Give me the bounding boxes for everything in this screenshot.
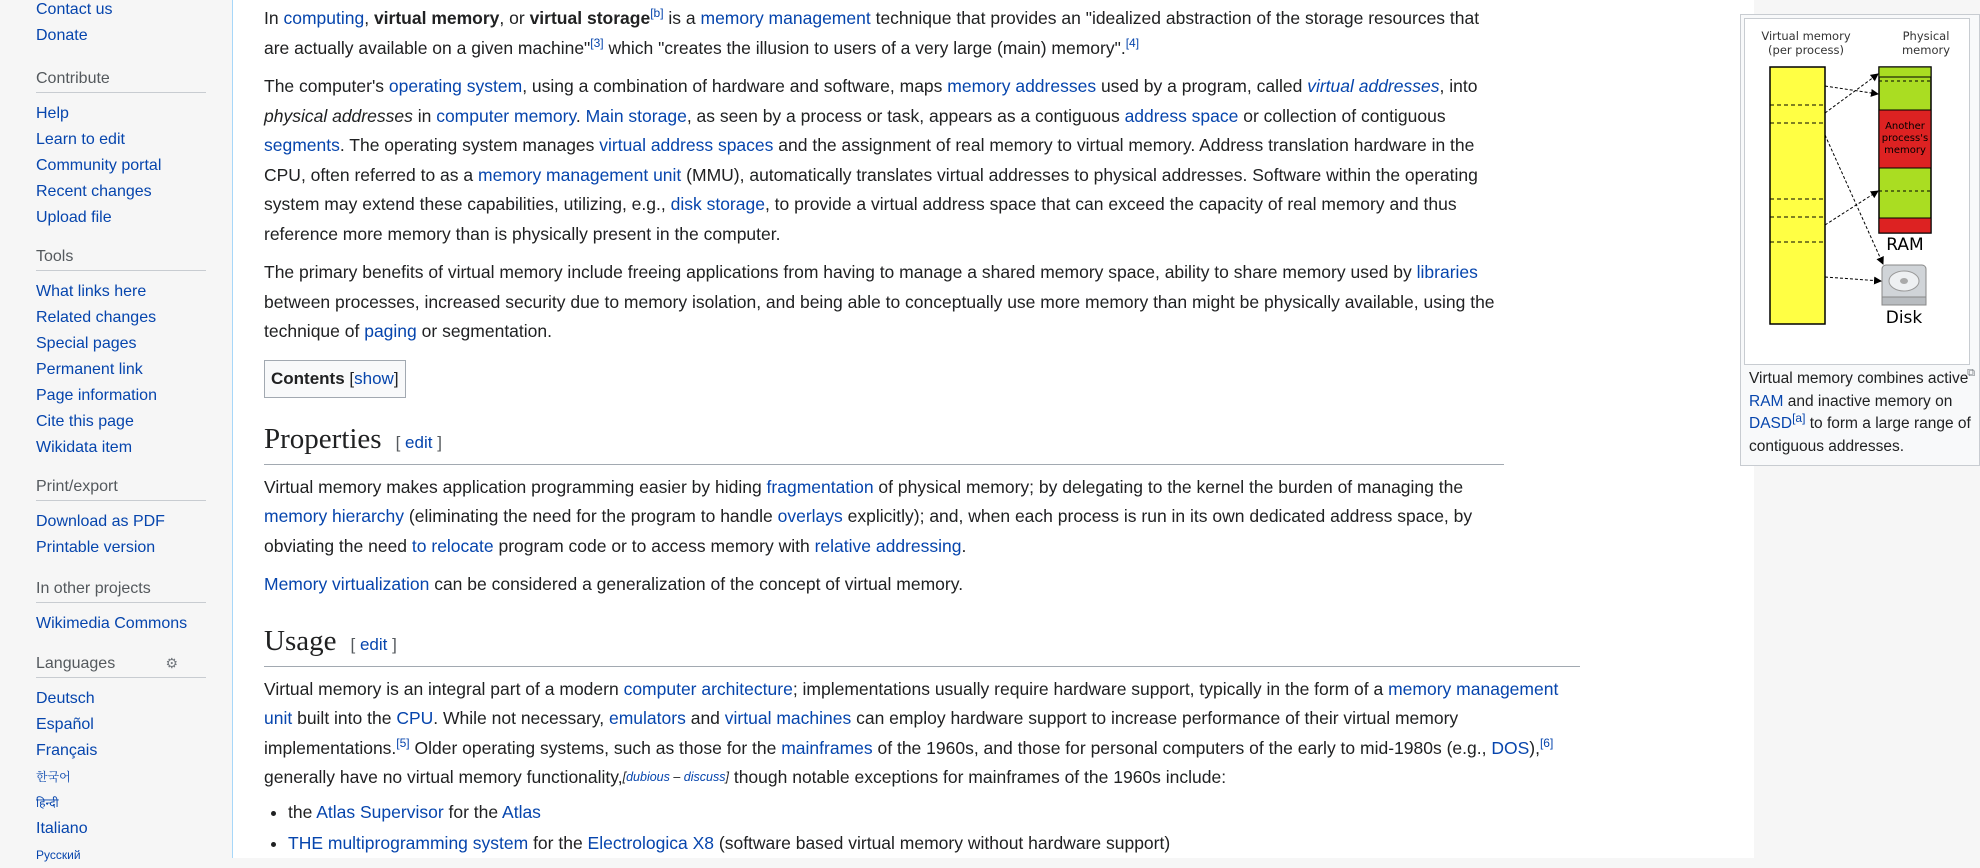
sidebar-item-contact[interactable]: Contact us <box>36 1 113 18</box>
caption-text: and inactive memory on <box>1783 392 1953 410</box>
link-disk-storage[interactable]: disk storage <box>670 194 765 214</box>
link-memory-management[interactable]: memory management <box>700 8 871 28</box>
sidebar-item-community-portal[interactable]: Community portal <box>36 157 162 174</box>
sidebar-item-download-pdf[interactable]: Download as PDF <box>36 513 165 530</box>
sidebar-item-what-links-here[interactable]: What links here <box>36 283 147 300</box>
sidebar-item-lang-es[interactable]: Español <box>36 716 94 733</box>
link-memory-addresses[interactable]: memory addresses <box>947 76 1097 96</box>
link-dubious[interactable]: dubious <box>626 770 670 784</box>
link-atlas-supervisor[interactable]: Atlas Supervisor <box>316 801 444 822</box>
link-address-space[interactable]: address space <box>1124 105 1239 126</box>
sidebar-item-wikidata-item[interactable]: Wikidata item <box>36 439 133 456</box>
link-electrologica-x8[interactable]: Electrologica X8 <box>587 832 715 853</box>
note-a[interactable]: [a] <box>1792 410 1806 425</box>
label-physical-2: memory <box>1901 43 1951 57</box>
disk-label: Disk <box>1885 308 1923 328</box>
link-paging[interactable]: paging <box>364 321 417 341</box>
sidebar-languages <box>36 655 216 868</box>
magnify-icon[interactable]: ⧉ <box>1967 367 1975 379</box>
link-overlays[interactable]: overlays <box>777 506 843 526</box>
link-memory-hierarchy[interactable]: memory hierarchy <box>264 506 405 526</box>
ref-5[interactable]: [5] <box>396 735 410 750</box>
disk-icon <box>1882 265 1926 305</box>
heading-usage: Usage [ edit ] <box>264 622 1580 667</box>
usage-section <box>264 622 1580 859</box>
link-cpu[interactable]: CPU <box>396 708 434 728</box>
sidebar-top-links <box>36 0 216 49</box>
sidebar-item-lang-de[interactable]: Deutsch <box>36 690 95 707</box>
link-dos[interactable]: DOS <box>1491 737 1530 758</box>
sidebar-heading-languages <box>36 655 206 678</box>
intro-paragraph-1: In computing, virtual memory, or virtual storage[b] is a memory management technique that provides an "idealized abstraction of the storage resources that are actually available on a given machine"[3] which "creates the illusion to users of a very large (main) memory".[4] <box>264 6 1480 58</box>
sidebar-item-lang-hi[interactable]: हिन्दी <box>36 796 59 810</box>
sidebar-heading-projects: In other projects <box>36 580 206 603</box>
sidebar-item-upload-file[interactable]: Upload file <box>36 209 112 226</box>
sidebar-item-wikimedia-commons[interactable]: Wikimedia Commons <box>36 615 188 632</box>
sidebar-item-related-changes[interactable]: Related changes <box>36 309 157 326</box>
intro-section <box>264 4 1504 600</box>
virtual-memory-block <box>1770 67 1825 324</box>
term-virtual-memory: virtual memory <box>373 8 500 28</box>
dubious-tag: [dubious – discuss] <box>622 770 729 784</box>
caption-text: to form a large range of contiguous addresses. <box>1749 415 1971 455</box>
term-physical-addresses: physical addresses <box>264 105 413 126</box>
sidebar-item-help[interactable]: Help <box>36 105 69 122</box>
sidebar-item-learn-to-edit[interactable]: Learn to edit <box>36 131 125 148</box>
link-mmu[interactable]: memory management unit <box>478 164 682 185</box>
diagram-svg <box>1745 19 1969 364</box>
sidebar-heading-contribute: Contribute <box>36 70 206 93</box>
sidebar-print <box>36 478 216 561</box>
link-fragmentation[interactable]: fragmentation <box>766 476 874 497</box>
link-relocate[interactable]: to relocate <box>411 535 494 556</box>
properties-paragraph-1: Virtual memory makes application programming easier by hiding fragmentation of physical memory; by delegating to the kernel the burden of managing the memory hierarchy (eliminating the need for the program to handle overlays explicitly); and, when each process is run in its own dedicated address space, by obviating the need to relocate program code or to access memory with relative addressing. <box>264 476 1473 556</box>
note-b[interactable]: [b] <box>650 6 664 21</box>
link-computer-architecture[interactable]: computer architecture <box>623 678 793 699</box>
sidebar-item-cite-this-page[interactable]: Cite this page <box>36 413 134 430</box>
sidebar-heading-print: Print/export <box>36 478 206 501</box>
list-item: • THE multiprogramming system for the Electrologica X8 (software based virtual memory without hardware support) <box>288 828 1580 859</box>
sidebar-contribute <box>36 70 216 231</box>
sidebar-item-recent-changes[interactable]: Recent changes <box>36 183 152 200</box>
link-dasd[interactable]: DASD <box>1749 415 1793 432</box>
link-computer-memory[interactable]: computer memory <box>436 105 576 126</box>
article-body <box>264 0 1744 859</box>
label-physical-1: Physical <box>1902 29 1950 43</box>
usage-paragraph-1: Virtual memory is an integral part of a modern computer architecture; implementations usually require hardware support, typically in the form of a memory management unit built into the CPU. While not necessary, emulators and virtual machines can employ hardware support to increase performance of their virtual memory implementations.[5] Older operating systems, such as those for the mainframes of the 1960s, and those for personal computers of the early to mid-1980s (e.g., DOS),[6] generally have no virtual memory functionality,[dubious – discuss] though notable exceptions for mainframes of the 1960s include: <box>264 678 1559 787</box>
sidebar-item-printable-version[interactable]: Printable version <box>36 539 156 556</box>
sidebar <box>0 0 232 862</box>
sidebar-tools <box>36 248 216 461</box>
other-label-2: process's <box>1881 133 1929 144</box>
link-memory-management-unit[interactable]: memory management unit <box>264 678 1559 728</box>
link-operating-system[interactable]: operating system <box>388 76 523 96</box>
ref-4[interactable]: [4] <box>1125 35 1140 50</box>
edit-properties-link[interactable]: edit <box>405 432 433 452</box>
languages-label: Languages <box>36 655 116 672</box>
article-content <box>232 0 1975 858</box>
ram-label: RAM <box>1886 235 1924 255</box>
sidebar-item-special-pages[interactable]: Special pages <box>36 335 137 352</box>
other-label-3: memory <box>1884 145 1926 156</box>
sidebar-item-lang-ru[interactable]: Русский <box>36 848 81 862</box>
link-emulators[interactable]: emulators <box>609 708 686 728</box>
sidebar-item-permanent-link[interactable]: Permanent link <box>36 361 143 378</box>
edit-usage-link[interactable]: edit <box>359 634 388 654</box>
link-mainframes[interactable]: mainframes <box>781 737 873 758</box>
link-computing[interactable]: computing <box>283 8 365 28</box>
link-discuss[interactable]: discuss <box>683 770 726 784</box>
link-virtual-addresses[interactable]: virtual addresses <box>1307 76 1440 96</box>
link-virtual-machines[interactable]: virtual machines <box>724 708 852 728</box>
label-virtual-2: (per process) <box>1768 43 1844 57</box>
list-item: • the Atlas Supervisor for the Atlas <box>288 797 1580 828</box>
link-libraries[interactable]: libraries <box>1416 262 1478 282</box>
toc-toggle[interactable]: show <box>354 368 394 388</box>
link-memory-virtualization[interactable]: Memory virtualization <box>264 574 430 594</box>
sidebar-heading-tools: Tools <box>36 248 206 271</box>
heading-properties: Properties [ edit ] <box>264 420 1504 465</box>
link-the-multiprogramming[interactable]: THE multiprogramming system <box>288 832 529 853</box>
toc-title: Contents <box>271 368 345 388</box>
link-ram[interactable]: RAM <box>1749 392 1784 410</box>
ref-3[interactable]: [3] <box>590 35 604 50</box>
link-atlas[interactable]: Atlas <box>502 801 541 822</box>
gear-icon[interactable]: ⚙ <box>165 655 178 671</box>
sidebar-item-donate[interactable]: Donate <box>36 27 88 44</box>
term-virtual-storage: virtual storage <box>529 8 651 28</box>
link-segments[interactable]: segments <box>264 135 340 155</box>
sidebar-item-lang-ko[interactable]: 한국어 <box>36 770 71 784</box>
table-of-contents: Contents [show] <box>264 360 406 398</box>
properties-paragraph-2: Memory virtualization can be considered a generalization of the concept of virtual memory. <box>264 574 964 594</box>
sidebar-projects <box>36 580 216 637</box>
link-relative-addressing[interactable]: relative addressing <box>814 535 962 556</box>
link-main-storage[interactable]: Main storage <box>585 105 687 126</box>
link-virtual-address-spaces[interactable]: virtual address spaces <box>599 135 774 155</box>
virtual-memory-diagram[interactable] <box>1744 18 1970 365</box>
other-label-1: Another <box>1885 121 1925 132</box>
sidebar-item-page-information[interactable]: Page information <box>36 387 157 404</box>
intro-paragraph-3: The primary benefits of virtual memory include freeing applications from having to manage a shared memory space, ability to share memory used by libraries between processes, increased security due to memory isolation, and being able to conceptually use more memory than might be physically available, using the technique of paging or segmentation. <box>264 262 1495 341</box>
figure-caption <box>1744 365 1976 462</box>
label-virtual-1: Virtual memory <box>1761 29 1851 43</box>
sidebar-item-lang-it[interactable]: Italiano <box>36 820 88 837</box>
mainframe-list <box>264 797 1580 859</box>
ref-6[interactable]: [6] <box>1539 735 1554 750</box>
intro-paragraph-2: The computer's operating system, using a combination of hardware and software, maps memory addresses used by a program, called virtual addresses, into physical addresses in computer memory. Main storage, as seen by a process or task, appears as a contiguous address space or collection of contiguous segments. The operating system manages virtual address spaces and the assignment of real memory to virtual memory. Address translation hardware in the CPU, often referred to as a memory management unit (MMU), automatically translates virtual addresses to physical addresses. Software within the operating system may extend these capabilities, utilizing, e.g., disk storage, to provide a virtual address space that can exceed the capacity of real memory and thus reference more memory than is physically present in the computer. <box>264 76 1478 244</box>
figure-thumbnail <box>1740 14 1980 466</box>
caption-text: Virtual memory combines active <box>1749 370 1969 387</box>
sidebar-item-lang-fr[interactable]: Français <box>36 742 98 759</box>
